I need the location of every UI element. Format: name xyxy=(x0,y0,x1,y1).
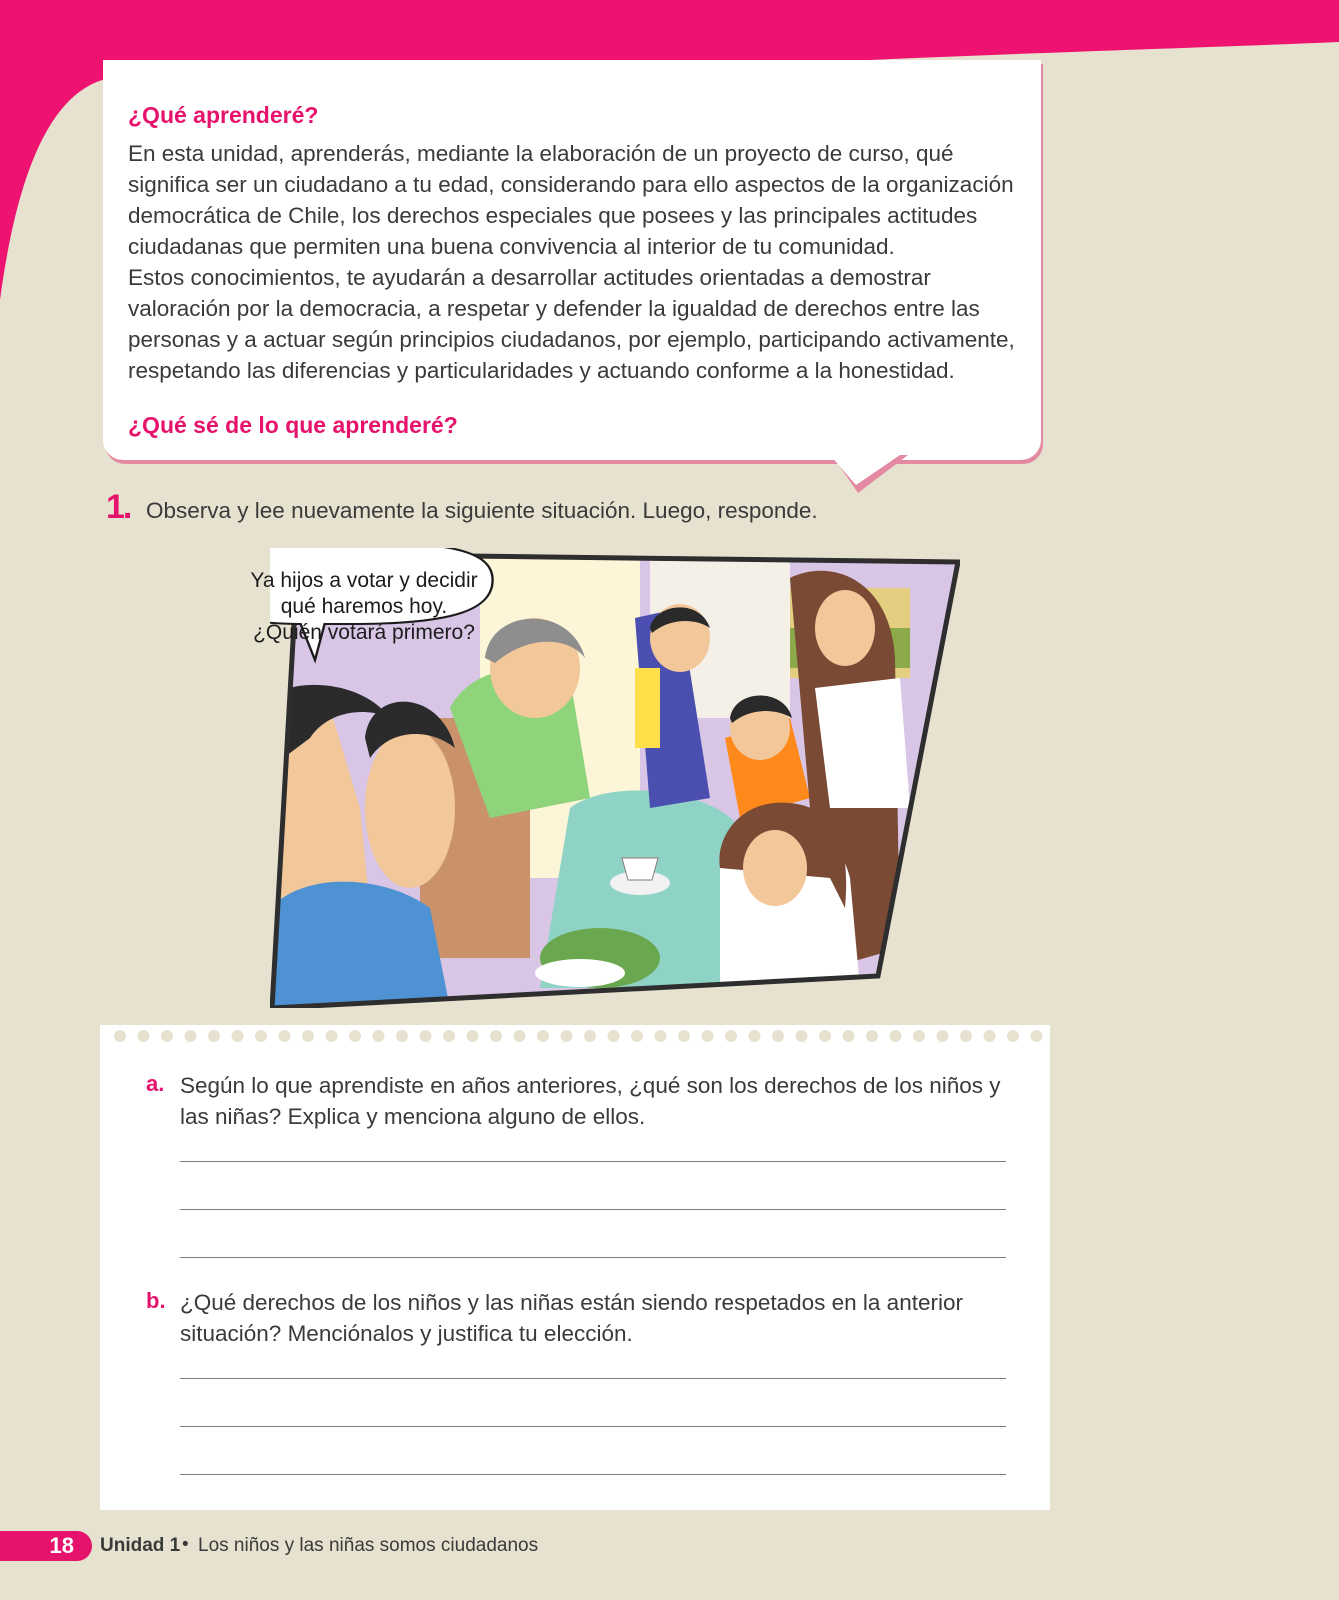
ring-hole xyxy=(890,1030,902,1042)
ring-hole xyxy=(349,1030,361,1042)
item-a-letter: a. xyxy=(146,1071,165,1096)
ring-hole xyxy=(772,1030,784,1042)
ring-hole xyxy=(279,1030,291,1042)
ring-hole xyxy=(302,1030,314,1042)
question-number: 1. xyxy=(106,488,131,526)
ring-hole xyxy=(678,1030,690,1042)
ring-hole xyxy=(1031,1030,1043,1042)
ring-hole xyxy=(819,1030,831,1042)
ring-hole xyxy=(608,1030,620,1042)
callout-subheading: ¿Qué sé de lo que aprenderé? xyxy=(128,412,458,438)
ring-hole xyxy=(843,1030,855,1042)
speech-bubble-line: Ya hijos a votar y decidir xyxy=(250,569,478,592)
ring-hole xyxy=(561,1030,573,1042)
answer-line-b2[interactable] xyxy=(180,1426,1006,1427)
ring-hole xyxy=(232,1030,244,1042)
ring-hole xyxy=(796,1030,808,1042)
callout-tail xyxy=(830,455,910,500)
item-a-text: Según lo que aprendiste en años anteriores, ¿qué son los derechos de los niños y las niñas? Explica y menciona alguno de ellos. xyxy=(180,1073,1001,1129)
ring-hole xyxy=(537,1030,549,1042)
speech-bubble xyxy=(208,568,520,680)
ring-hole xyxy=(255,1030,267,1042)
ring-hole xyxy=(913,1030,925,1042)
ring-hole xyxy=(1007,1030,1019,1042)
ring-hole xyxy=(631,1030,643,1042)
ring-hole xyxy=(185,1030,197,1042)
answer-line-a3[interactable] xyxy=(180,1257,1006,1258)
item-b-text: ¿Qué derechos de los niños y las niñas están siendo respetados en la anterior situación? Menciónalos y justifica tu elección. xyxy=(180,1290,963,1346)
ring-hole xyxy=(490,1030,502,1042)
learning-callout xyxy=(103,60,1041,460)
answer-line-a1[interactable] xyxy=(180,1161,1006,1162)
answer-line-b1[interactable] xyxy=(180,1378,1006,1379)
page-number-tab xyxy=(0,1531,92,1561)
callout-paragraph-2: Estos conocimientos, te ayudarán a desarrollar actitudes orientadas a demostrar valoración por la democracia, a respetar y defender la igualdad de derechos entre las personas y a actuar según principios ciudadanos, por ejemplo, participando activamente, respetando las diferencias y particularidades y actuando conforme a la honestidad. xyxy=(128,265,1015,383)
speech-bubble-line: qué haremos hoy. xyxy=(280,595,448,618)
ring-hole xyxy=(373,1030,385,1042)
ring-hole xyxy=(702,1030,714,1042)
ring-hole xyxy=(866,1030,878,1042)
footer-unit-title: Los niños y las niñas somos ciudadanos xyxy=(198,1535,539,1556)
ring-hole xyxy=(161,1030,173,1042)
ring-hole xyxy=(725,1030,737,1042)
question-instruction: Observa y lee nuevamente la siguiente situación. Luego, responde. xyxy=(146,498,818,523)
ring-hole xyxy=(984,1030,996,1042)
item-b-letter: b. xyxy=(146,1288,166,1313)
callout-paragraph-1: En esta unidad, aprenderás, mediante la elaboración de un proyecto de curso, qué significa ser un ciudadano a tu edad, considerando para ello aspectos de la organización democrática de Chile, los derechos especiales que posees y las principales actitudes ciudadanas que permiten una buena convivencia al interior de tu comunidad. xyxy=(128,141,1014,259)
ring-hole xyxy=(514,1030,526,1042)
notebook-ring-holes xyxy=(100,1020,1050,1060)
footer-unit: Unidad 1 xyxy=(100,1535,181,1556)
ring-hole xyxy=(443,1030,455,1042)
ring-hole xyxy=(326,1030,338,1042)
ring-hole xyxy=(420,1030,432,1042)
ring-hole xyxy=(114,1030,126,1042)
answer-line-b3[interactable] xyxy=(180,1474,1006,1475)
speech-bubble-line: ¿Quién votará primero? xyxy=(253,621,475,644)
ring-hole xyxy=(937,1030,949,1042)
ring-hole xyxy=(396,1030,408,1042)
callout-heading: ¿Qué aprenderé? xyxy=(128,102,319,128)
ring-hole xyxy=(960,1030,972,1042)
ring-hole xyxy=(749,1030,761,1042)
ring-hole xyxy=(467,1030,479,1042)
answer-line-a2[interactable] xyxy=(180,1209,1006,1210)
ring-hole xyxy=(208,1030,220,1042)
ring-hole xyxy=(584,1030,596,1042)
page-number: 18 xyxy=(49,1533,74,1558)
ring-hole xyxy=(655,1030,667,1042)
ring-hole xyxy=(138,1030,150,1042)
footer-separator: • xyxy=(182,1534,189,1555)
